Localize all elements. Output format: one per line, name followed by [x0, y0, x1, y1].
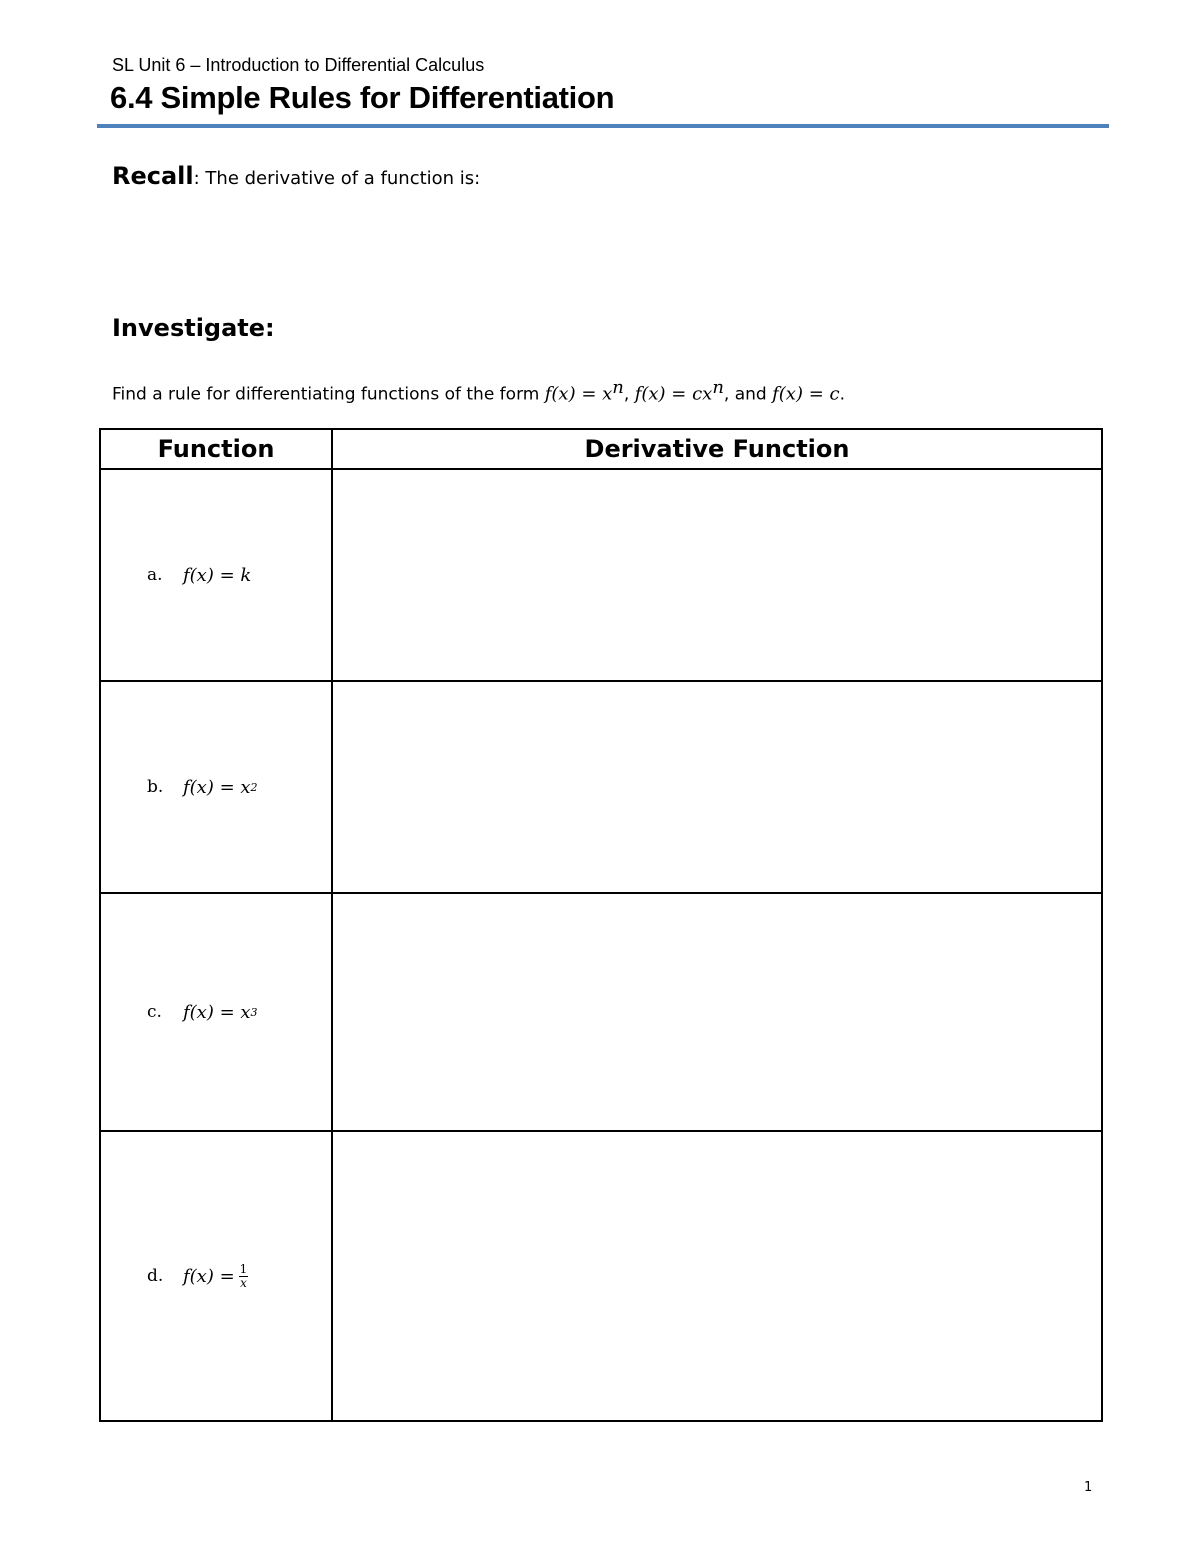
derivative-table	[99, 428, 1103, 1422]
form-constant: f(x) = c	[772, 383, 840, 405]
fraction	[239, 1263, 249, 1290]
table-row	[101, 680, 1101, 892]
recall-text: : The derivative of a function is:	[193, 168, 481, 189]
instruction-end: .	[839, 384, 845, 405]
function-expression	[183, 777, 258, 798]
derivative-answer-area[interactable]	[333, 1132, 1101, 1420]
function-cell	[101, 894, 333, 1130]
form-scaled-power-exponent: n	[712, 377, 724, 398]
function-cell	[101, 470, 333, 680]
form-power-exponent: n	[612, 377, 624, 398]
function-exponent: 3	[250, 1005, 258, 1019]
derivative-answer-area[interactable]	[333, 894, 1101, 1130]
separator-2: , and	[723, 384, 773, 405]
function-cell	[101, 1132, 333, 1420]
function-base: f(x) =	[183, 1265, 235, 1287]
fraction-denominator: x	[240, 1275, 247, 1290]
row-label: a.	[147, 565, 163, 585]
header-function: Function	[101, 430, 333, 468]
form-power: f(x) = x	[544, 383, 613, 405]
derivative-answer-area[interactable]	[333, 470, 1101, 680]
page-title: 6.4 Simple Rules for Differentiation	[110, 80, 615, 115]
table-header-row	[101, 430, 1101, 468]
row-label: b.	[147, 777, 164, 797]
form-scaled-power: f(x) = cx	[634, 383, 713, 405]
function-expression: f(x) = k	[183, 564, 252, 586]
separator-1: ,	[623, 384, 635, 405]
table-row	[101, 1130, 1101, 1420]
row-label: d.	[147, 1266, 164, 1286]
fraction-numerator: 1	[239, 1261, 248, 1276]
recall-label: Recall	[112, 162, 194, 190]
table-row	[101, 892, 1101, 1130]
title-rule	[97, 124, 1109, 128]
function-base: f(x) = x	[183, 776, 251, 798]
table-row	[101, 468, 1101, 680]
function-exponent: 2	[250, 780, 258, 794]
function-expression	[183, 1263, 248, 1290]
row-label: c.	[147, 1002, 162, 1022]
unit-line: SL Unit 6 – Introduction to Differential Calculus	[112, 55, 485, 75]
instruction-prefix: Find a rule for differentiating functions of the form	[112, 384, 545, 405]
recall-section	[112, 162, 480, 190]
derivative-answer-area[interactable]	[333, 682, 1101, 892]
investigate-heading: Investigate:	[112, 314, 275, 342]
function-cell	[101, 682, 333, 892]
page-number: 1	[1084, 1480, 1093, 1495]
instruction	[112, 377, 845, 405]
header-derivative: Derivative Function	[584, 435, 850, 463]
function-base: f(x) = x	[183, 1001, 251, 1023]
function-expression	[183, 1002, 258, 1023]
